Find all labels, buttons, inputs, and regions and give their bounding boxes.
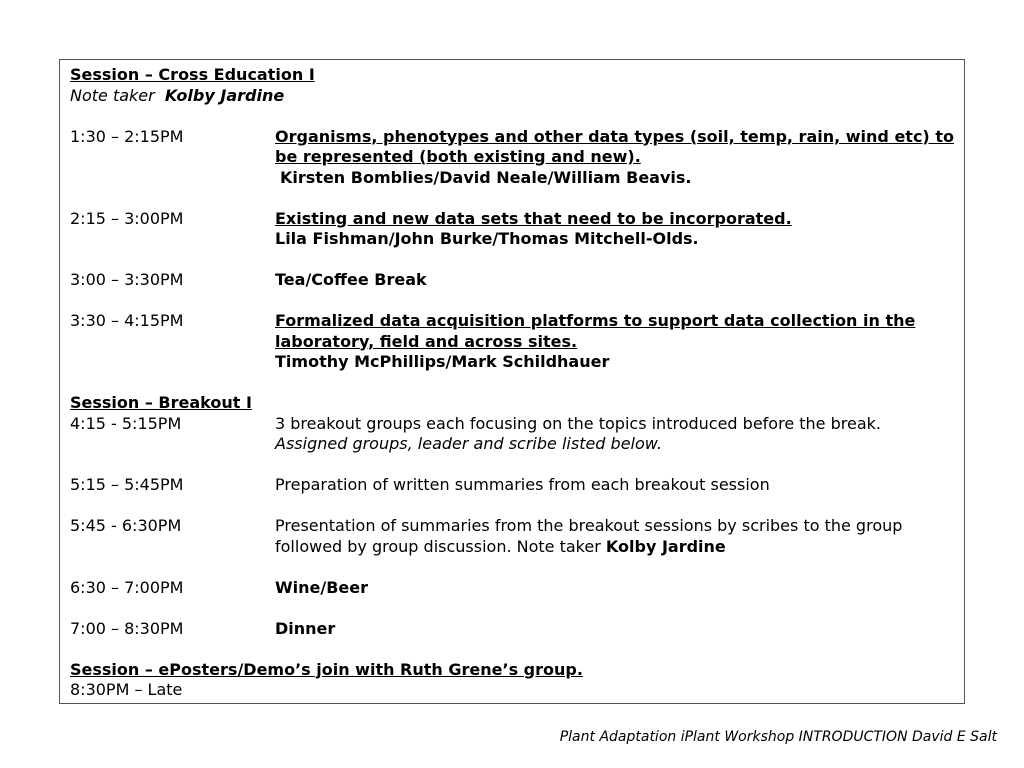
agenda-content [70,65,960,701]
agenda-topic: Dinner [275,618,336,638]
agenda-speakers: Kirsten Bomblies/David Neale/William Beavis. [280,167,692,187]
agenda-topic: Formalized data acquisition platforms to support data collection in the laboratory, field and across sites. [275,311,916,351]
agenda-time: 3:30 – 4:15PM [70,311,184,330]
agenda-text: 3 breakout groups each focusing on the topics introduced before the break. [275,413,881,433]
note-taker-name: Kolby Jardine [164,85,285,105]
session-title-eposters: Session – ePosters/Demo’s join with Ruth Grene’s group. [70,659,583,679]
agenda-time: 7:00 – 8:30PM [70,618,184,638]
agenda-item [70,619,960,640]
agenda-item [70,127,960,189]
agenda-time: 1:30 – 2:15PM [70,126,184,146]
agenda-text: Presentation of summaries from the breakout sessions by scribes to the group followed by group discussion. Note taker [275,516,903,556]
agenda-topic: Existing and new data sets that need to be incorporated. [275,208,792,228]
agenda-item [70,516,960,557]
note-taker-line [70,86,960,107]
agenda-time: 8:30PM – Late [70,680,183,699]
agenda-text: Preparation of written summaries from each breakout session [275,475,770,494]
agenda-item [70,270,960,291]
agenda-topic: Wine/Beer [275,577,369,597]
agenda-speakers: Timothy McPhillips/Mark Schildhauer [275,352,610,371]
agenda-time: 5:45 - 6:30PM [70,516,182,535]
agenda-time: 5:15 – 5:45PM [70,475,184,494]
agenda-item [70,311,960,373]
agenda-time: 2:15 – 3:00PM [70,208,184,228]
note-taker-label: Note taker [70,85,155,105]
agenda-item [70,209,960,250]
note-taker-name: Kolby Jardine [605,536,726,556]
agenda-time: 6:30 – 7:00PM [70,577,184,597]
session-title-breakout: Session – Breakout I [70,393,252,412]
agenda-time: 3:00 – 3:30PM [70,270,184,289]
agenda-speakers: Lila Fishman/John Burke/Thomas Mitchell-Olds. [275,229,699,248]
agenda-item [70,578,960,599]
agenda-topic: Tea/Coffee Break [275,270,427,289]
agenda-time: 4:15 - 5:15PM [70,413,182,433]
slide-footer: Plant Adaptation iPlant Workshop INTRODUCTION David E Salt [559,729,997,745]
agenda-topic: Organisms, phenotypes and other data types (soil, temp, rain, wind etc) to be represented (both existing and new). [275,126,954,166]
agenda-note: Assigned groups, leader and scribe listed below. [275,434,662,453]
session-title-cross-education: Session – Cross Education I [70,65,315,84]
agenda-item [70,475,960,496]
agenda-item [70,414,960,455]
